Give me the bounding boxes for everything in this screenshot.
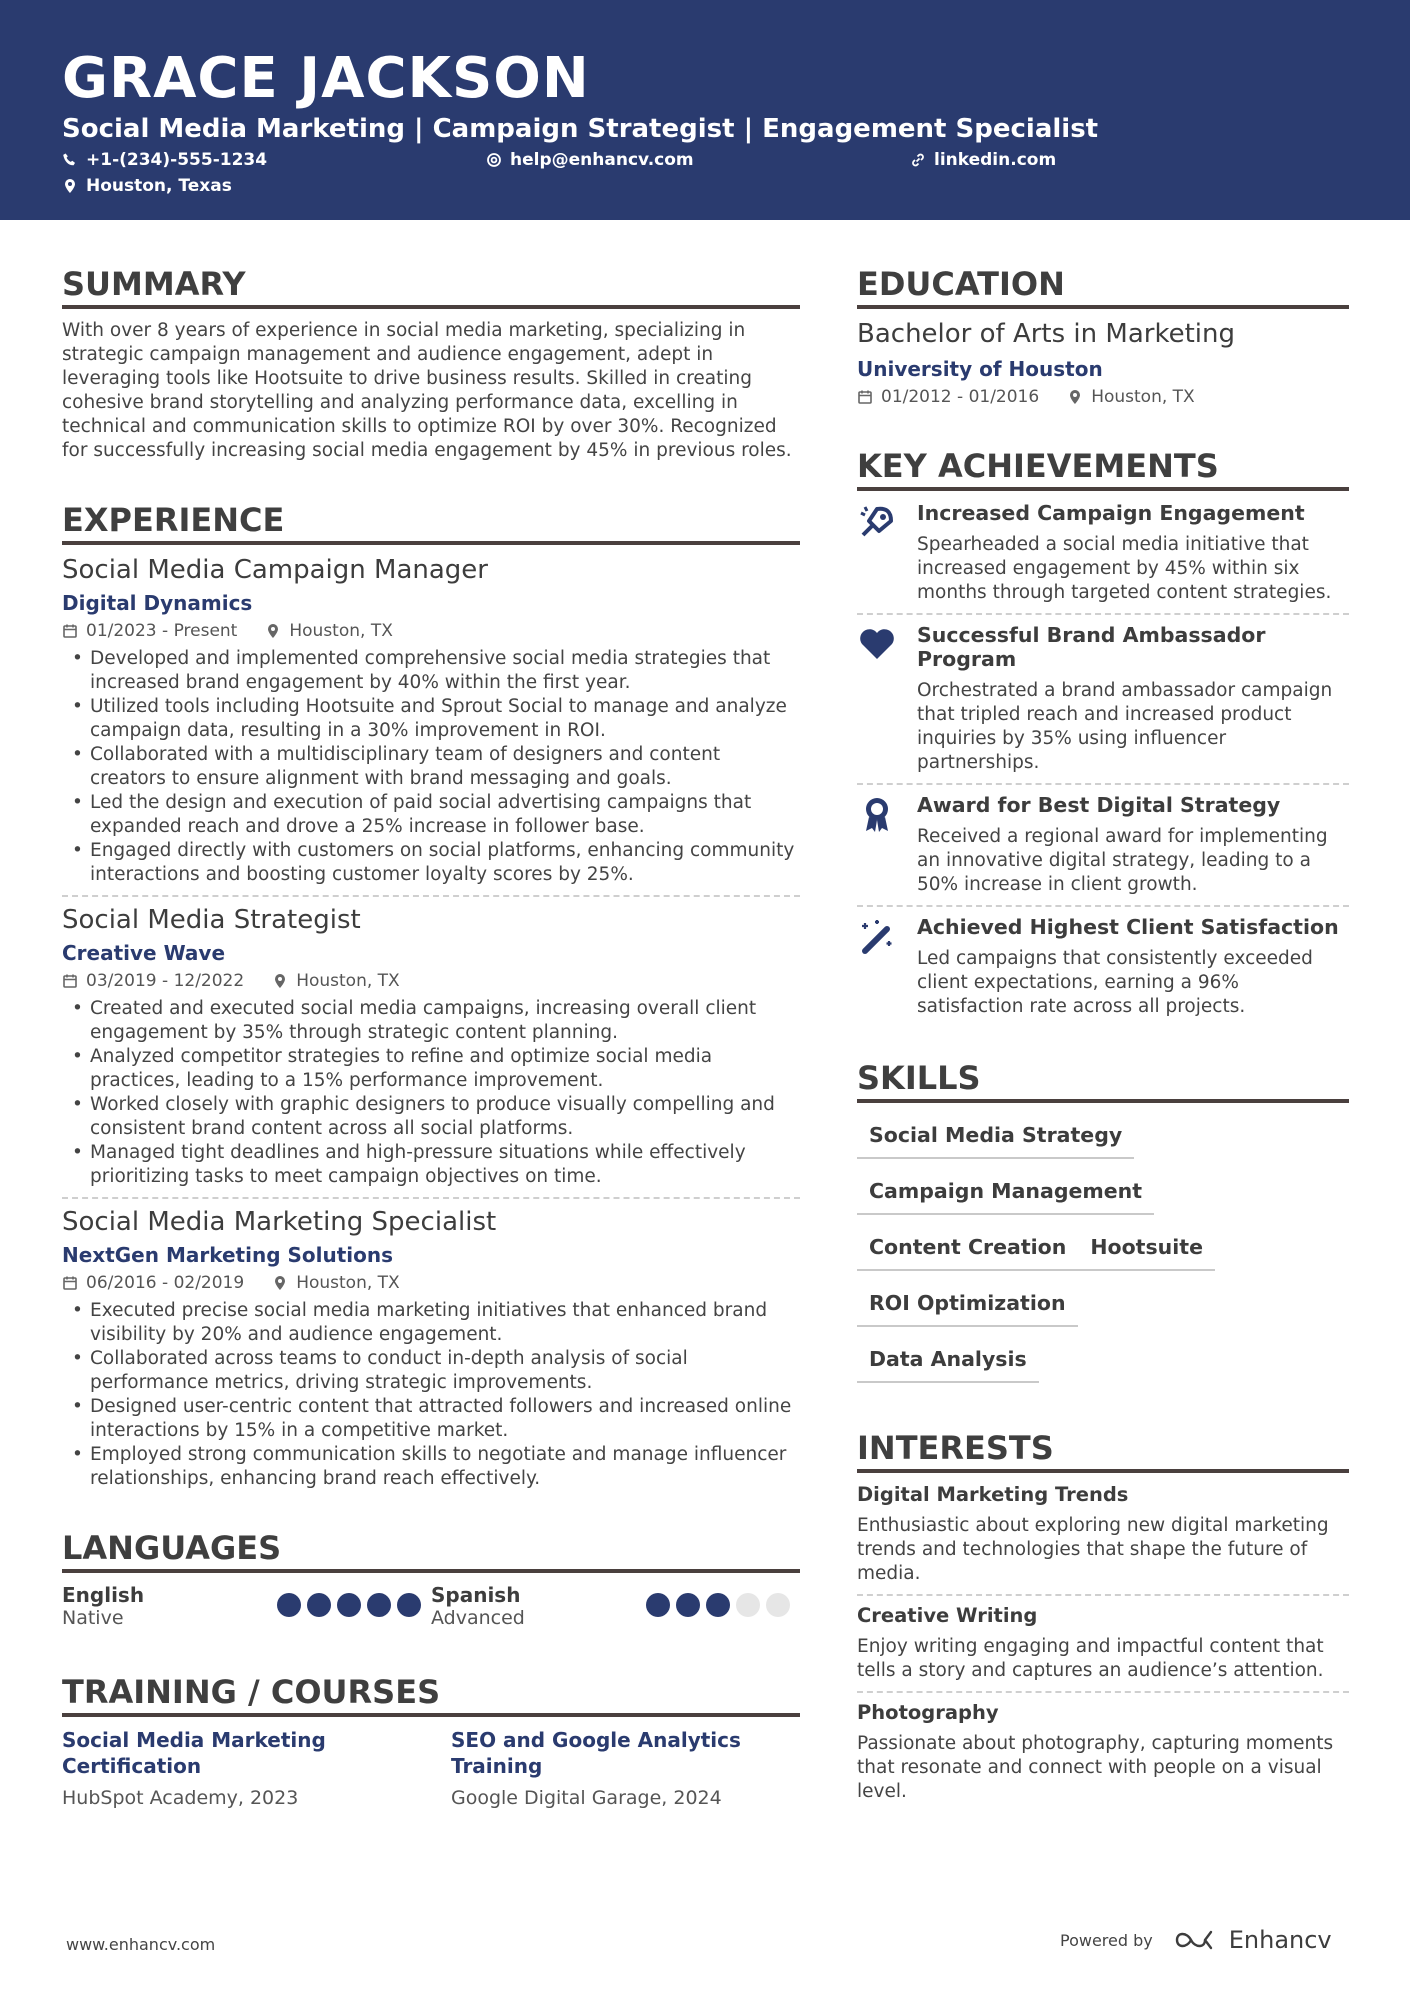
training-list <box>62 1727 800 1809</box>
achievement-title: Successful Brand Ambassador Program <box>917 623 1266 671</box>
interests-heading: INTERESTS <box>857 1429 1349 1473</box>
course-provider: HubSpot Academy, 2023 <box>62 1787 299 1809</box>
job-bullet: • Utilized tools including Hootsuite and Sprout Social to manage and analyze campaign data, resulting in a 30% improvement in ROI. <box>62 695 800 743</box>
heart-icon <box>857 625 897 663</box>
interest-title: Digital Marketing Trends <box>857 1483 1129 1506</box>
language-item <box>62 1583 431 1631</box>
job-bullet: • Worked closely with graphic designers to produce visually compelling and consistent brand content across all social platforms. <box>62 1093 800 1141</box>
calendar-icon <box>62 973 78 989</box>
summary-heading: SUMMARY <box>62 265 800 309</box>
job-bullet: • Collaborated across teams to conduct in-depth analysis of social performance metrics, driving strategic improvements. <box>62 1347 800 1395</box>
rating-dot <box>337 1593 361 1617</box>
skill-tag: Hootsuite <box>1078 1229 1215 1271</box>
rating-dot <box>307 1593 331 1617</box>
interest-title: Photography <box>857 1701 999 1724</box>
interest-title: Creative Writing <box>857 1604 1038 1627</box>
language-name: English <box>62 1583 145 1607</box>
education-dates: 01/2012 - 01/2016 <box>881 387 1040 407</box>
job-bullet: • Executed precise social media marketing initiatives that enhanced brand visibility by 20% and audience engagement. <box>62 1299 800 1347</box>
calendar-icon <box>857 389 873 405</box>
job-meta <box>62 1273 800 1293</box>
rating-dot <box>367 1593 391 1617</box>
achievement-title: Achieved Highest Client Satisfaction <box>917 915 1339 939</box>
job-location: Houston, TX <box>289 621 393 641</box>
job-bullet: • Designed user-centric content that attracted followers and increased online interactions by 15% in a competitive market. <box>62 1395 800 1443</box>
rating-dot <box>277 1593 301 1617</box>
contact-phone <box>62 150 267 170</box>
languages-list <box>62 1583 800 1631</box>
job-bullet: • Employed strong communication skills to negotiate and manage influencer relationships, enhancing brand reach effectively. <box>62 1443 800 1491</box>
interest-text: Passionate about photography, capturing moments that resonate and connect with people on a visual level. <box>857 1733 1334 1802</box>
achievement-text: Received a regional award for implementing an innovative digital strategy, leading to a 50% increase in client growth. <box>917 826 1328 895</box>
brand-name: Enhancv <box>1228 1926 1332 1954</box>
location-pin-icon <box>265 623 281 639</box>
enhancv-logo-icon <box>1175 1928 1221 1952</box>
job-entry <box>62 1207 800 1491</box>
job-dates: 06/2016 - 02/2019 <box>86 1273 245 1293</box>
achievement-title: Increased Campaign Engagement <box>917 501 1305 525</box>
job-bullet: • Engaged directly with customers on social platforms, enhancing community interactions and boosting customer loyalty scores by 25%. <box>62 839 800 887</box>
award-icon <box>857 795 897 833</box>
interests-section <box>857 1429 1349 1804</box>
language-name: Spanish <box>431 1583 521 1607</box>
brand-logo[interactable] <box>1175 1926 1332 1954</box>
job-bullets <box>62 997 800 1189</box>
skills-section <box>857 1059 1349 1397</box>
candidate-name: GRACE JACKSON <box>62 46 590 111</box>
course-item <box>62 1727 451 1809</box>
education-school: University of Houston <box>857 357 1103 381</box>
interest-item <box>857 1483 1349 1586</box>
languages-section <box>62 1529 800 1631</box>
divider <box>857 1691 1349 1693</box>
summary-text: With over 8 years of experience in social media marketing, specializing in strategic campaign management and audience engagement, adept in leveraging tools like Hootsuite to drive business results. Skilled in creating cohesive brand storytelling and analyzing performance data, excelling in technical and communication skills to optimize ROI by over 30%. Recognized for successfully increasing social media engagement by 45% in previous roles. <box>62 320 792 461</box>
header <box>0 0 1410 220</box>
job-bullet: • Collaborated with a multidisciplinary team of designers and content creators to ensure alignment with brand messaging and goals. <box>62 743 800 791</box>
summary-section <box>62 265 800 463</box>
contact-linkedin[interactable] <box>910 150 1056 170</box>
job-location: Houston, TX <box>296 971 400 991</box>
phone-text: +1-(234)-555-1234 <box>86 150 268 170</box>
at-icon <box>486 152 502 168</box>
achievement-text: Led campaigns that consistently exceeded client expectations, earning a 96% satisfaction rate across all projects. <box>917 948 1313 1017</box>
skill-tag: ROI Optimization <box>857 1285 1078 1327</box>
job-meta <box>62 971 800 991</box>
education-location: Houston, TX <box>1091 387 1195 407</box>
divider <box>857 1594 1349 1596</box>
job-entry <box>62 555 800 887</box>
interest-text: Enthusiastic about exploring new digital marketing trends and technologies that shape the future of media. <box>857 1515 1329 1584</box>
job-title: Social Media Campaign Manager <box>62 555 488 585</box>
location-pin-icon <box>272 973 288 989</box>
job-title: Social Media Marketing Specialist <box>62 1207 497 1237</box>
divider <box>857 905 1349 907</box>
course-title: Social Media Marketing Certification <box>62 1728 326 1778</box>
education-heading: EDUCATION <box>857 265 1349 309</box>
job-bullet: • Created and executed social media campaigns, increasing overall client engagement by 35% through strategic content planning. <box>62 997 800 1045</box>
language-level: Advanced <box>431 1607 525 1629</box>
rating-dot <box>646 1593 670 1617</box>
experience-heading: EXPERIENCE <box>62 501 800 545</box>
training-section <box>62 1673 800 1809</box>
skill-tag: Campaign Management <box>857 1173 1154 1215</box>
job-title: Social Media Strategist <box>62 905 361 935</box>
job-entry <box>62 905 800 1189</box>
skill-tag: Content Creation <box>857 1229 1078 1271</box>
footer-branding <box>1060 1926 1332 1954</box>
candidate-title: Social Media Marketing | Campaign Strategist | Engagement Specialist <box>62 114 1099 144</box>
rocket-icon <box>857 503 897 541</box>
phone-icon <box>62 152 78 168</box>
education-meta <box>857 387 1349 407</box>
skills-heading: SKILLS <box>857 1059 1349 1103</box>
skill-tag: Data Analysis <box>857 1341 1039 1383</box>
contact-location <box>62 176 232 196</box>
course-item <box>451 1727 800 1809</box>
job-dates: 01/2023 - Present <box>86 621 238 641</box>
job-company: Digital Dynamics <box>62 591 253 615</box>
divider <box>857 783 1349 785</box>
divider <box>857 613 1349 615</box>
achievements-section <box>857 447 1349 1019</box>
languages-heading: LANGUAGES <box>62 1529 800 1573</box>
language-level: Native <box>62 1607 124 1629</box>
magic-wand-icon <box>857 917 897 955</box>
rating-dot <box>766 1593 790 1617</box>
location-pin-icon <box>62 178 78 194</box>
job-location: Houston, TX <box>296 1273 400 1293</box>
job-bullet: • Analyzed competitor strategies to refine and optimize social media practices, leading to a 15% performance improvement. <box>62 1045 800 1093</box>
job-bullets <box>62 647 800 887</box>
skills-list <box>857 1117 1349 1397</box>
training-heading: TRAINING / COURSES <box>62 1673 800 1717</box>
rating-dot <box>676 1593 700 1617</box>
interest-item <box>857 1701 1349 1804</box>
interest-item <box>857 1604 1349 1683</box>
language-rating <box>277 1593 421 1617</box>
rating-dot <box>706 1593 730 1617</box>
interest-text: Enjoy writing engaging and impactful content that tells a story and captures an audience’s attention. <box>857 1636 1324 1681</box>
job-bullet: • Led the design and execution of paid social advertising campaigns that expanded reach and drove a 25% increase in follower base. <box>62 791 800 839</box>
achievements-heading: KEY ACHIEVEMENTS <box>857 447 1349 491</box>
job-company: Creative Wave <box>62 941 226 965</box>
location-text: Houston, Texas <box>86 176 232 196</box>
language-item <box>431 1583 800 1631</box>
achievement-item <box>857 915 1349 1019</box>
job-bullets <box>62 1299 800 1491</box>
skill-tag: Social Media Strategy <box>857 1117 1134 1159</box>
calendar-icon <box>62 1275 78 1291</box>
course-provider: Google Digital Garage, 2024 <box>451 1787 722 1809</box>
achievement-item <box>857 623 1349 775</box>
rating-dot <box>736 1593 760 1617</box>
right-column <box>857 265 1349 1804</box>
education-degree: Bachelor of Arts in Marketing <box>857 319 1235 349</box>
calendar-icon <box>62 623 78 639</box>
left-column <box>62 265 800 1809</box>
job-bullet: • Managed tight deadlines and high-pressure situations while effectively prioritizing tasks to meet campaign objectives on time. <box>62 1141 800 1189</box>
achievement-item <box>857 793 1349 897</box>
achievement-text: Spearheaded a social media initiative that increased engagement by 45% within six months through targeted content strategies. <box>917 534 1332 603</box>
course-title: SEO and Google Analytics Training <box>451 1728 741 1778</box>
linkedin-text: linkedin.com <box>934 150 1057 170</box>
achievement-item <box>857 501 1349 605</box>
education-section <box>857 265 1349 407</box>
job-dates: 03/2019 - 12/2022 <box>86 971 245 991</box>
experience-section <box>62 501 800 1491</box>
job-meta <box>62 621 800 641</box>
divider <box>62 895 800 897</box>
contact-email[interactable] <box>486 150 694 170</box>
divider <box>62 1197 800 1199</box>
achievement-text: Orchestrated a brand ambassador campaign that tripled reach and increased product inquiries by 35% using influencer partnerships. <box>917 680 1333 773</box>
job-bullet: • Developed and implemented comprehensive social media strategies that increased brand engagement by 40% within the first year. <box>62 647 800 695</box>
job-company: NextGen Marketing Solutions <box>62 1243 394 1267</box>
location-pin-icon <box>272 1275 288 1291</box>
powered-by-text: Powered by <box>1060 1930 1153 1950</box>
language-rating <box>646 1593 790 1617</box>
link-icon <box>910 152 926 168</box>
email-text: help@enhancv.com <box>510 150 694 170</box>
location-pin-icon <box>1067 389 1083 405</box>
achievement-title: Award for Best Digital Strategy <box>917 793 1281 817</box>
footer-website[interactable]: www.enhancv.com <box>66 1935 216 1954</box>
rating-dot <box>397 1593 421 1617</box>
